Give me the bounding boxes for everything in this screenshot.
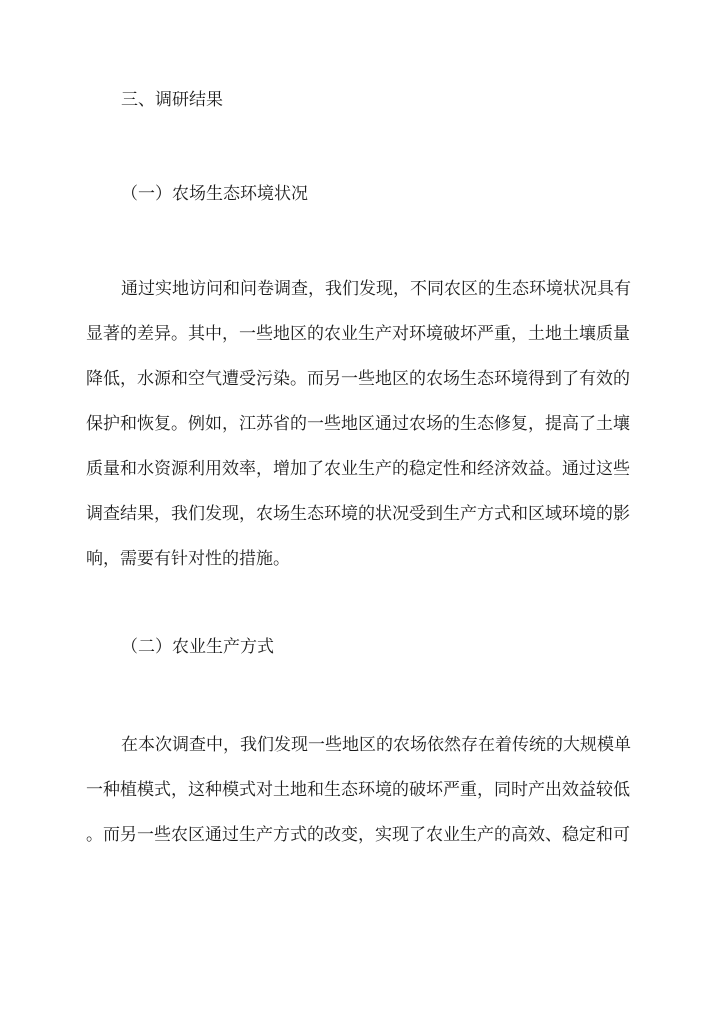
section-title: 三、调研结果 — [121, 90, 223, 110]
paragraph-line: 在本次调查中，我们发现一些地区的农场依然存在着传统的大规模单 — [121, 735, 631, 755]
paragraph-line: 一种植模式，这种模式对土地和生态环境的破坏严重，同时产出效益较低 — [86, 780, 630, 800]
paragraph-line: 。而另一些农区通过生产方式的改变，实现了农业生产的高效、稳定和可 — [86, 825, 630, 845]
paragraph-line: 保护和恢复。例如，江苏省的一些地区通过农场的生态修复，提高了土壤 — [86, 414, 630, 434]
paragraph-line: 显著的差异。其中，一些地区的农业生产对环境破坏严重，土地土壤质量 — [86, 324, 630, 344]
subsection-title-1: （一）农场生态环境状况 — [121, 184, 308, 204]
paragraph-line: 响，需要有针对性的措施。 — [86, 549, 290, 569]
paragraph-line: 调查结果，我们发现，农场生态环境的状况受到生产方式和区域环境的影 — [86, 504, 630, 524]
paragraph-line: 质量和水资源利用效率，增加了农业生产的稳定性和经济效益。通过这些 — [86, 459, 630, 479]
paragraph-line: 通过实地访问和问卷调查，我们发现，不同农区的生态环境状况具有 — [121, 279, 631, 299]
subsection-title-2: （二）农业生产方式 — [121, 637, 274, 657]
paragraph-line: 降低，水源和空气遭受污染。而另一些地区的农场生态环境得到了有效的 — [86, 369, 630, 389]
